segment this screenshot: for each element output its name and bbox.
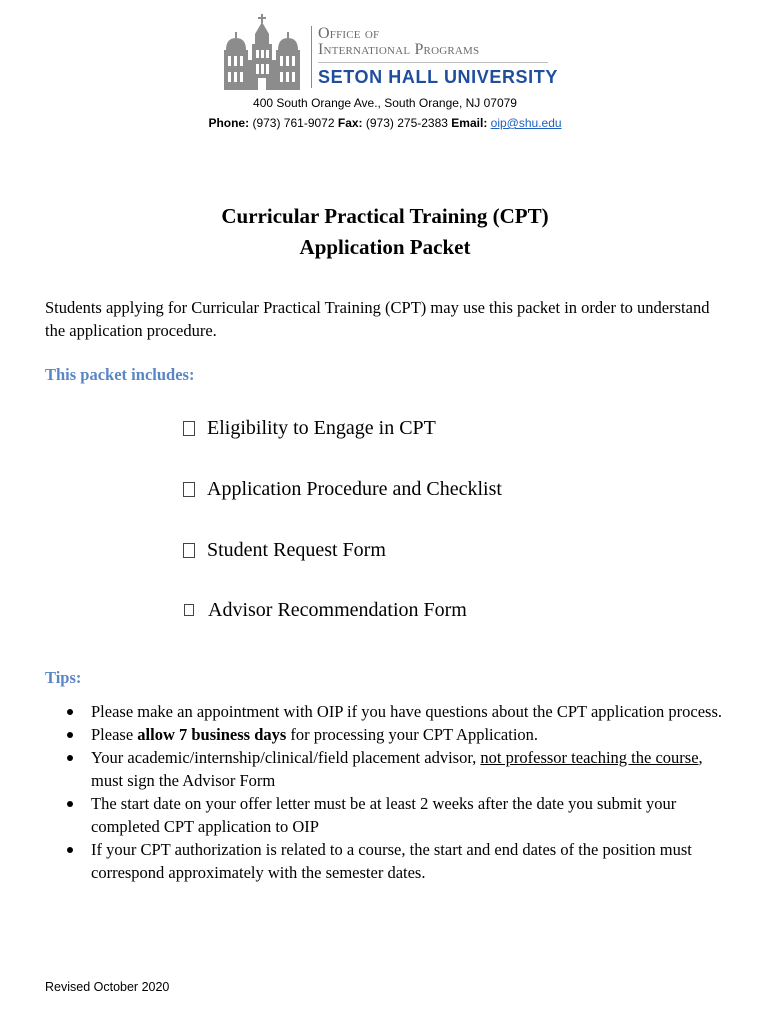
include-item <box>180 476 502 502</box>
bullet-icon <box>67 847 73 853</box>
include-item <box>180 597 467 623</box>
bullet-icon <box>67 709 73 715</box>
contact-line <box>0 116 770 131</box>
international-programs-text: International Programs <box>318 41 480 58</box>
tip-item <box>62 746 732 792</box>
page-title-line2: Application Packet <box>299 235 471 259</box>
bullet-icon <box>67 755 73 761</box>
tips-heading: Tips: <box>45 668 82 687</box>
checkbox-icon <box>183 421 195 436</box>
bullet-icon <box>67 732 73 738</box>
include-item-label: Student Request Form <box>207 539 386 561</box>
logo-rule <box>318 62 548 63</box>
tip-item <box>62 723 732 746</box>
tip-text-pre: Please <box>91 725 138 744</box>
include-item <box>180 415 436 441</box>
tip-text-post: for processing your CPT Application. <box>286 725 539 744</box>
office-of-text: Office of <box>318 25 380 42</box>
tip-text: The start date on your offer letter must be at least 2 weeks after the date you submit your completed CPT application to OIP <box>91 794 677 836</box>
include-item-label: Advisor Recommendation Form <box>208 599 467 621</box>
logo-divider <box>311 26 312 88</box>
tip-text-bold: allow 7 business days <box>137 725 287 744</box>
email-label: Email: <box>451 116 488 130</box>
tip-text: Please make an appointment with OIP if you have questions about the CPT application process. <box>91 702 723 721</box>
checkbox-icon <box>183 482 195 497</box>
intro-paragraph: Students applying for Curricular Practical Training (CPT) may use this packet in order to understand the application procedure. <box>45 298 710 340</box>
checkbox-icon <box>184 604 194 616</box>
includes-heading: This packet includes: <box>45 365 195 384</box>
seton-hall-chapel-logo <box>220 14 316 90</box>
email-link[interactable]: oip@shu.edu <box>490 116 562 130</box>
tip-text-post: , must sign the Advisor Form <box>91 748 703 790</box>
bullet-icon <box>67 801 73 807</box>
address-line: 400 South Orange Ave., South Orange, NJ 07079 <box>253 96 517 110</box>
university-name: SETON HALL UNIVERSITY <box>318 67 558 87</box>
tip-text-underline: not professor teaching the course <box>480 748 699 767</box>
tip-item <box>62 838 732 884</box>
checkbox-icon <box>183 543 195 558</box>
phone-number: (973) 761-9072 <box>252 116 335 130</box>
include-item-label: Application Procedure and Checklist <box>207 478 502 500</box>
tips-list <box>62 700 732 884</box>
tip-text: If your CPT authorization is related to a course, the start and end dates of the position must correspond approximately with the semester dates. <box>91 840 692 882</box>
tip-item <box>62 792 732 838</box>
include-item-label: Eligibility to Engage in CPT <box>207 417 436 439</box>
revision-note: Revised October 2020 <box>45 980 170 994</box>
tip-item <box>62 700 732 723</box>
fax-number: (973) 275-2383 <box>365 116 448 130</box>
page-title-line1: Curricular Practical Training (CPT) <box>221 204 549 228</box>
phone-label: Phone: <box>208 116 250 130</box>
tip-text-pre: Your academic/internship/clinical/field placement advisor, <box>91 748 481 767</box>
fax-label: Fax: <box>337 116 363 130</box>
include-item <box>180 537 386 563</box>
